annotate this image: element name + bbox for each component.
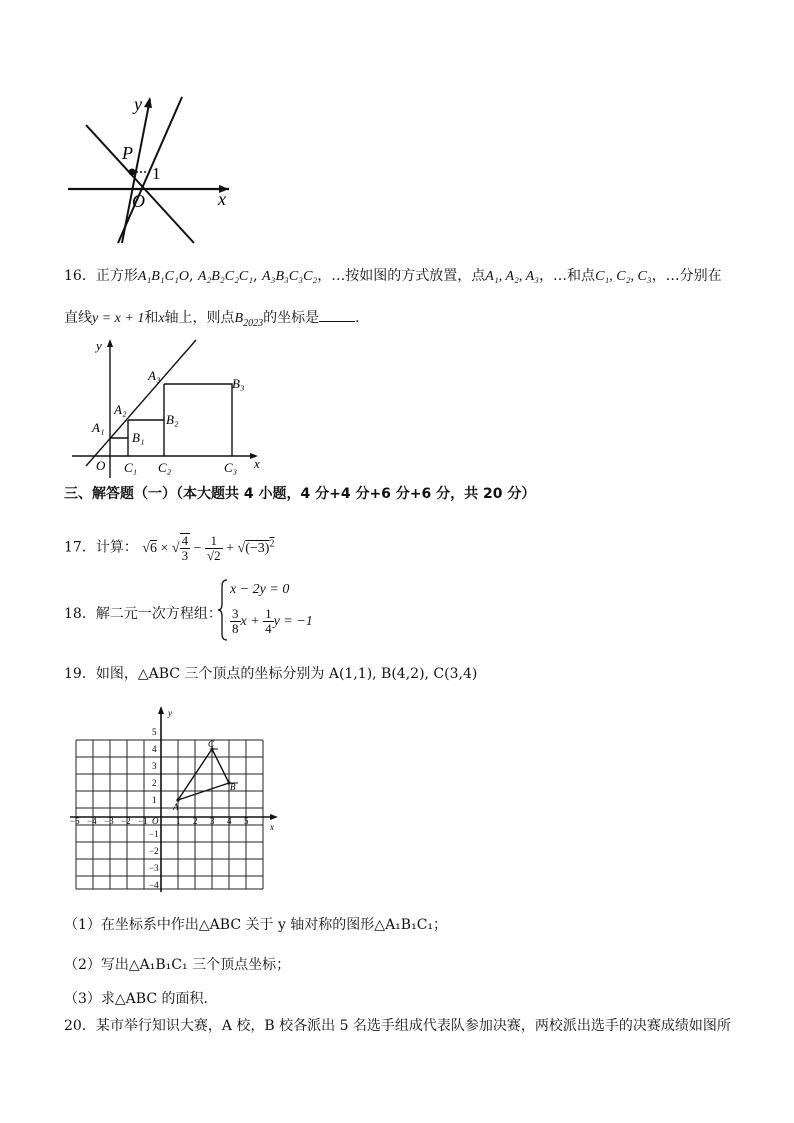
- fig19-c-label: C: [208, 739, 215, 749]
- svg-text:2: 2: [193, 816, 198, 826]
- svg-text:−2: −2: [149, 846, 159, 856]
- q19-sub3: （3）求△ABC 的面积．: [64, 991, 218, 1007]
- svg-text:4: 4: [227, 816, 232, 826]
- svg-text:1: 1: [152, 795, 157, 805]
- figure-q16: [66, 336, 270, 482]
- fig15-o-label: O: [132, 191, 145, 211]
- svg-text:5: 5: [152, 727, 157, 737]
- fig16-y-label: y: [96, 338, 102, 353]
- svg-text:2: 2: [152, 778, 157, 788]
- q20-statement: 20．某市举行知识大赛，A 校，B 校各派出 5 名选手组成代表队参加决赛，两校派出选手的决赛成绩如图所: [64, 1018, 731, 1034]
- fig16-a1-label: A₁: [92, 420, 105, 435]
- fig16-b1-label: B₁: [132, 430, 145, 445]
- svg-text:1: 1: [176, 816, 181, 826]
- fig19-a-label: A: [173, 802, 179, 812]
- q18-eq1: x − 2y = 0: [230, 582, 290, 597]
- svg-text:−3: −3: [104, 816, 114, 826]
- fig16-a3-label: A₃: [148, 368, 161, 383]
- svg-text:4: 4: [152, 744, 157, 754]
- q16-line1: 16．正方形A₁B₁C₁O, A₂B₂C₂C₁, A₃B₃C₃C₂，…按如图的方式放置，点A₁, A₂, A₃，…和点C₁, C₂, C₃，…分别在: [64, 268, 722, 284]
- fig16-b2-label: B₂: [166, 412, 179, 427]
- answer-blank: [319, 307, 355, 322]
- q19-sub1: （1）在坐标系中作出△ABC 关于 y 轴对称的图形△A₁B₁C₁；: [64, 917, 448, 933]
- fig19-y-label: y: [168, 708, 172, 718]
- fig16-b3-label: B₃: [232, 376, 245, 391]
- q19-statement: 19．如图，△ABC 三个顶点的坐标分别为 A(1,1), B(4,2), C(3,4): [64, 666, 478, 682]
- line-equation: y = x + 1: [92, 311, 145, 326]
- svg-text:−4: −4: [149, 880, 159, 890]
- q17: 17．计算： √6 × √ $\frac{4}{3}$ − $\frac{1}{√2}$ + $√(-3)^2$: [64, 532, 275, 564]
- fig19-origin-label: O: [152, 816, 159, 826]
- q18-eq2: $\frac{3}{8}$ x + $\frac{1}{4}$ y = −1: [232, 606, 313, 637]
- fig16-c3-label: C₃: [224, 460, 238, 475]
- section-3-title: 三、解答题（一）（本大题共 4 小题，4 分+4 分+6 分+6 分，共 20 分）: [64, 486, 536, 502]
- brace-icon: [218, 578, 228, 642]
- fig16-x-label: x: [254, 456, 260, 471]
- svg-text:−5: −5: [70, 816, 80, 826]
- figure-q19-grid: [68, 704, 284, 892]
- point-b2023: $B_{2023}$: [234, 311, 264, 329]
- fig16-c1-label: C₁: [124, 460, 138, 475]
- svg-text:−1: −1: [138, 816, 148, 826]
- q16-line2: 直线y = x + 1和x轴上，则点$B_{2023}$的坐标是 ．: [64, 307, 369, 334]
- q18-system: [218, 578, 328, 642]
- fig16-a2-label: A₂: [114, 402, 127, 417]
- figure-q15: [64, 95, 244, 245]
- square2: A₂B₂C₂C₁: [197, 269, 254, 284]
- svg-text:−2: −2: [121, 816, 131, 826]
- points-a: A₁, A₂, A₃: [485, 269, 540, 284]
- fig15-p-label: P: [122, 143, 133, 163]
- svg-text:3: 3: [210, 816, 215, 826]
- svg-text:5: 5: [244, 816, 249, 826]
- q19-sub2: （2）写出△A₁B₁C₁ 三个顶点坐标；: [64, 957, 291, 973]
- fig19-b-label: B: [230, 782, 236, 792]
- fig15-y-label: y: [134, 95, 142, 114]
- fig19-x-label: x: [270, 822, 274, 832]
- fig16-o-label: O: [96, 458, 106, 473]
- fig15-x-label: x: [218, 189, 226, 209]
- q18-label: 18．解二元一次方程组：: [64, 606, 222, 622]
- points-c: C₁, C₂, C₃: [595, 269, 652, 284]
- svg-text:3: 3: [152, 761, 157, 771]
- square1: A₁B₁C₁O: [137, 269, 189, 284]
- svg-text:−4: −4: [87, 816, 97, 826]
- square3: A₃B₃C₃C₂: [262, 269, 318, 284]
- svg-text:−1: −1: [149, 829, 159, 839]
- q17-expression: √6 × √ $\frac{4}{3}$ − $\frac{1}{√2}$ + $√(-3)^2$: [142, 532, 275, 564]
- fig16-c2-label: C₂: [158, 460, 172, 475]
- svg-text:−3: −3: [149, 863, 159, 873]
- fig15-one-label: 1: [152, 164, 161, 183]
